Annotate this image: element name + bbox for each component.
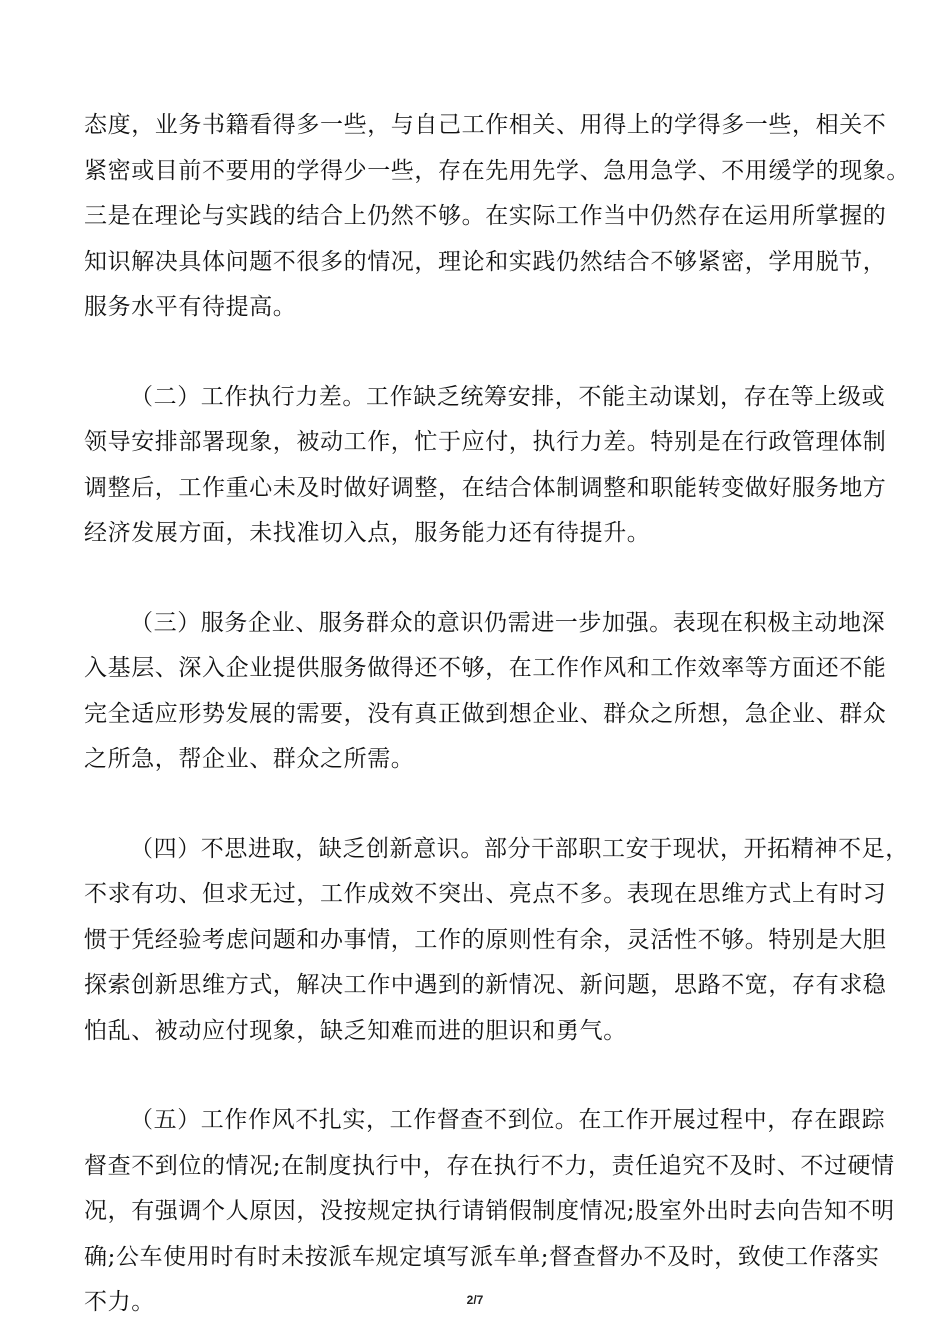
text-line: 入基层、深入企业提供服务做得还不够，在工作作风和工作效率等方面还不能 (84, 655, 887, 681)
text-line: 督查不到位的情况;在制度执行中，存在执行不力，责任追究不及时、不过硬情 (84, 1152, 895, 1179)
text-line: 探索创新思维方式，解决工作中遇到的新情况、新问题，思路不宽，存有求稳 (84, 972, 887, 998)
paragraph-four (84, 827, 909, 1055)
text-line: 调整后，工作重心未及时做好调整，在结合体制调整和职能转变做好服务地方 (84, 474, 887, 501)
text-line: 确;公车使用时有时未按派车规定填写派车单;督查督办不及时，致使工作落实 (84, 1243, 880, 1270)
paragraph-three (84, 601, 887, 783)
text-line: 惯于凭经验考虑问题和办事情，工作的原则性有余，灵活性不够。特别是大胆 (84, 926, 887, 953)
text-line: （二）工作执行力差。工作缺乏统筹安排，不能主动谋划，存在等上级或 (130, 383, 886, 410)
text-line: 三是在理论与实践的结合上仍然不够。在实际工作当中仍然存在运用所掌握的 (84, 203, 887, 229)
paragraph-gap (84, 1054, 874, 1098)
paragraph-two (84, 375, 887, 557)
text-line: 紧密或目前不要用的学得少一些，存在先用先学、急用急学、不用缓学的现象。 (84, 157, 910, 184)
paragraph-gap (84, 331, 874, 375)
text-line: 不力。 (84, 1289, 155, 1315)
page-number: 2/7 (466, 1293, 484, 1307)
paragraph-five (84, 1098, 895, 1326)
text-line: 知识解决具体问题不很多的情况，理论和实践仍然结合不够紧密，学用脱节， (84, 248, 887, 275)
text-line: （四）不思进取，缺乏创新意识。部分干部职工安于现状，开拓精神不足， (130, 835, 909, 862)
paragraph-continued (84, 103, 910, 331)
text-line: （五）工作作风不扎实，工作督查不到位。在工作开展过程中，存在跟踪 (130, 1107, 886, 1133)
text-line: 态度，业务书籍看得多一些，与自己工作相关、用得上的学得多一些，相关不 (84, 112, 887, 138)
text-line: 怕乱、被动应付现象，缺乏知难而进的胆识和勇气。 (84, 1017, 627, 1044)
text-line: 之所急，帮企业、群众之所需。 (84, 746, 415, 772)
paragraph-gap (84, 783, 874, 827)
document-body (84, 103, 910, 1326)
text-line: 况，有强调个人原因，没按规定执行请销假制度情况;股室外出时去向告知不明 (84, 1198, 895, 1224)
text-line: 完全适应形势发展的需要，没有真正做到想企业、群众之所想，急企业、群众 (84, 700, 887, 727)
text-line: 经济发展方面，未找准切入点，服务能力还有待提升。 (84, 520, 651, 546)
text-line: （三）服务企业、服务群众的意识仍需进一步加强。表现在积极主动地深 (130, 609, 886, 636)
text-line: 领导安排部署现象，被动工作，忙于应付，执行力差。特别是在行政管理体制 (84, 429, 887, 455)
text-line: 不求有功、但求无过，工作成效不突出、亮点不多。表现在思维方式上有时习 (84, 881, 887, 907)
text-line: 服务水平有待提高。 (84, 294, 297, 320)
paragraph-gap (84, 557, 874, 601)
